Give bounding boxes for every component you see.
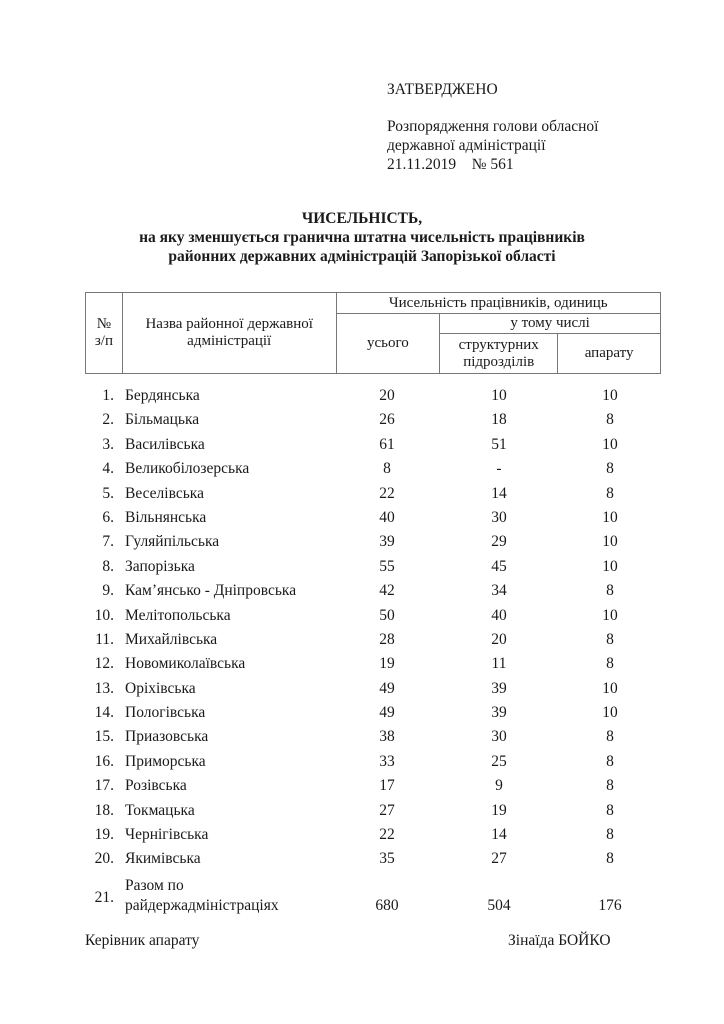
row-structural: 25 <box>491 752 507 770</box>
row-name: Новомиколаївська <box>125 655 246 673</box>
heading-line3: районних державних адміністрацій Запорізької області <box>168 248 556 265</box>
signatory-position: Керівник апарату <box>85 932 200 949</box>
row-num: 2. <box>102 411 114 429</box>
row-num: 17. <box>94 777 114 795</box>
row-structural: 20 <box>491 630 507 648</box>
row-structural: 40 <box>491 606 507 624</box>
row-structural: 34 <box>491 582 507 600</box>
row-structural: 45 <box>491 557 507 575</box>
row-apparatus: 8 <box>606 752 614 770</box>
approval-order-line2: державної адміністрації <box>387 137 546 154</box>
row-total: 39 <box>379 533 395 551</box>
table-row <box>85 457 661 481</box>
row-total: 28 <box>379 630 395 648</box>
row-total: 40 <box>379 508 395 526</box>
summary-name-line1: Разом по <box>125 877 184 894</box>
summary-name <box>125 876 279 916</box>
summary-total: 680 <box>375 897 399 914</box>
table-row <box>85 750 661 774</box>
row-total: 8 <box>383 460 391 478</box>
approval-date: 21.11.2019 <box>387 156 457 173</box>
table-row <box>85 799 661 823</box>
row-total: 55 <box>379 557 395 575</box>
row-total: 22 <box>379 826 395 844</box>
row-name: Мелітопольська <box>125 606 231 624</box>
table-row <box>85 725 661 749</box>
row-apparatus: 8 <box>606 460 614 478</box>
row-structural: 39 <box>491 679 507 697</box>
row-num: 4. <box>102 460 114 478</box>
row-num: 12. <box>94 655 114 673</box>
row-num: 16. <box>94 752 114 770</box>
row-structural: 10 <box>491 387 507 404</box>
row-num: 1. <box>102 387 114 404</box>
row-total: 49 <box>379 704 395 722</box>
row-apparatus: 10 <box>602 508 618 526</box>
row-apparatus: 8 <box>606 777 614 795</box>
row-apparatus: 8 <box>606 484 614 502</box>
row-name: Веселівська <box>125 484 204 502</box>
row-total: 17 <box>379 777 395 795</box>
table-row <box>85 604 661 628</box>
row-apparatus: 10 <box>602 679 618 697</box>
row-total: 35 <box>379 850 395 868</box>
row-apparatus: 10 <box>602 387 618 404</box>
row-name: Приазовська <box>125 728 209 746</box>
header-num <box>86 293 123 374</box>
table-row <box>85 652 661 676</box>
approval-block <box>387 80 598 174</box>
row-num: 9. <box>102 582 114 600</box>
row-total: 50 <box>379 606 395 624</box>
row-name: Розівська <box>125 777 187 795</box>
row-num: 14. <box>94 704 114 722</box>
row-structural: 39 <box>491 704 507 722</box>
row-name: Вільнянська <box>125 508 207 526</box>
header-total: усього <box>336 314 440 374</box>
header-including: у тому числі <box>440 314 661 334</box>
row-num: 15. <box>94 728 114 746</box>
row-structural: - <box>496 460 502 478</box>
row-num: 19. <box>94 826 114 844</box>
row-name: Василівська <box>125 435 205 453</box>
row-name: Михайлівська <box>125 630 218 648</box>
row-structural: 11 <box>491 655 507 673</box>
row-name: Приморська <box>125 752 206 770</box>
document-heading <box>0 209 724 266</box>
table-row <box>85 555 661 579</box>
row-structural: 18 <box>491 411 507 429</box>
row-apparatus: 8 <box>606 582 614 600</box>
row-apparatus: 8 <box>606 850 614 868</box>
header-group: Чисельність працівників, одиниць <box>336 293 661 314</box>
row-num: 10. <box>94 606 114 624</box>
header-num-line1: № <box>96 316 112 332</box>
row-total: 42 <box>379 582 395 600</box>
summary-num: 21. <box>94 889 114 906</box>
row-total: 22 <box>379 484 395 502</box>
row-num: 3. <box>102 435 114 453</box>
table-row <box>85 701 661 725</box>
row-total: 20 <box>379 387 395 404</box>
summary-structural: 504 <box>487 897 511 914</box>
row-name: Великобілозерська <box>125 460 250 478</box>
approval-title: ЗАТВЕРДЖЕНО <box>387 81 498 98</box>
row-structural: 27 <box>491 850 507 868</box>
row-name: Гуляйпільська <box>125 533 220 551</box>
approval-date-number <box>387 155 598 174</box>
table-body <box>85 384 661 872</box>
row-name: Чернігівська <box>125 826 209 844</box>
table-row <box>85 433 661 457</box>
row-total: 49 <box>379 679 395 697</box>
row-num: 5. <box>102 484 114 502</box>
row-total: 33 <box>379 752 395 770</box>
header-structural: структурних підрозділів <box>440 334 558 374</box>
row-apparatus: 8 <box>606 826 614 844</box>
heading-line2: на яку зменшується гранична штатна чисельність працівників <box>139 229 585 246</box>
table-row <box>85 530 661 554</box>
row-num: 6. <box>102 508 114 526</box>
header-apparatus: апарату <box>558 334 661 374</box>
table-row <box>85 408 661 432</box>
row-name: Токмацька <box>125 801 195 819</box>
approval-number: № 561 <box>471 156 514 173</box>
table-row <box>85 482 661 506</box>
table-row <box>85 823 661 847</box>
row-structural: 51 <box>491 435 507 453</box>
row-name: Більмацька <box>125 411 200 429</box>
summary-name-line2: райдержадміністраціях <box>125 897 279 914</box>
row-num: 7. <box>102 533 114 551</box>
row-num: 18. <box>94 801 114 819</box>
header-num-line2: з/п <box>94 333 113 349</box>
table-row <box>85 579 661 603</box>
row-name: Пологівська <box>125 704 206 722</box>
heading-title: ЧИСЕЛЬНІСТЬ, <box>301 210 423 227</box>
row-apparatus: 8 <box>606 630 614 648</box>
row-structural: 14 <box>491 826 507 844</box>
table-row <box>85 506 661 530</box>
row-total: 61 <box>379 435 395 453</box>
row-name: Бердянська <box>125 387 200 404</box>
row-structural: 14 <box>491 484 507 502</box>
row-name: Кам’янсько - Дніпровська <box>125 582 297 600</box>
row-apparatus: 10 <box>602 557 618 575</box>
row-structural: 30 <box>491 508 507 526</box>
row-num: 20. <box>94 850 114 868</box>
table-row <box>85 384 661 408</box>
row-apparatus: 10 <box>602 533 618 551</box>
row-apparatus: 10 <box>602 704 618 722</box>
row-structural: 29 <box>491 533 507 551</box>
table-header <box>85 292 661 374</box>
row-name: Оріхівська <box>125 679 196 697</box>
approval-order-line1: Розпорядження голови обласної <box>387 118 599 135</box>
table-row <box>85 774 661 798</box>
row-name: Запорізька <box>125 557 195 575</box>
row-total: 19 <box>379 655 395 673</box>
row-apparatus: 8 <box>606 801 614 819</box>
row-total: 26 <box>379 411 395 429</box>
row-apparatus: 10 <box>602 606 618 624</box>
summary-apparatus: 176 <box>598 897 622 914</box>
summary-row <box>85 876 661 920</box>
header-name: Назва районної державної адміністрації <box>122 293 336 374</box>
table-row <box>85 847 661 871</box>
signatory-name: Зінаїда БОЙКО <box>508 932 611 949</box>
row-num: 13. <box>94 679 114 697</box>
table-row <box>85 628 661 652</box>
table-row <box>85 677 661 701</box>
row-apparatus: 8 <box>606 728 614 746</box>
row-structural: 19 <box>491 801 507 819</box>
row-total: 27 <box>379 801 395 819</box>
row-num: 11. <box>95 630 114 648</box>
row-num: 8. <box>102 557 114 575</box>
row-name: Якимівська <box>125 850 201 868</box>
row-structural: 30 <box>491 728 507 746</box>
row-apparatus: 10 <box>602 435 618 453</box>
row-apparatus: 8 <box>606 655 614 673</box>
row-apparatus: 8 <box>606 411 614 429</box>
row-structural: 9 <box>495 777 503 795</box>
row-total: 38 <box>379 728 395 746</box>
